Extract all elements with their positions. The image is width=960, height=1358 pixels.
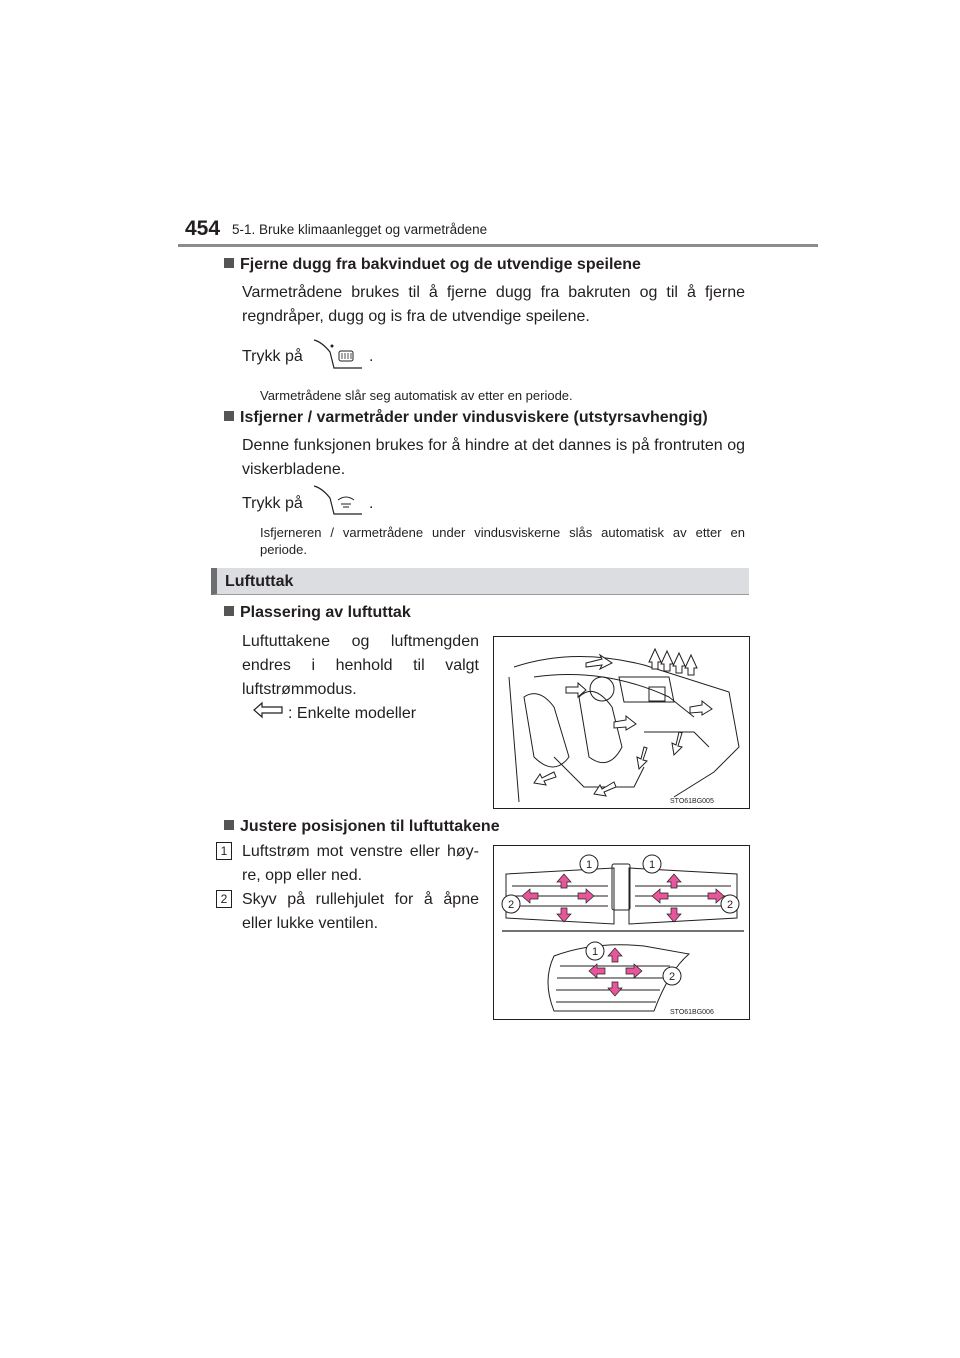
- callout-2a: 2: [507, 899, 515, 911]
- adjust-item-1-number: 1: [216, 842, 232, 860]
- deicer-heading: Isfjerner / varmetråder under vindusviskere (utstyrsavhengig): [224, 409, 708, 427]
- deicer-press-line: Trykk på: [242, 495, 303, 512]
- defog-heading: Fjerne dugg fra bakvinduet og de utvendige speilene: [224, 256, 641, 274]
- defog-note: Varmetrådene slår seg automatisk av etter en periode.: [260, 388, 573, 403]
- placement-heading: Plassering av luftuttak: [224, 604, 411, 622]
- vent-adjust-illustration: [494, 846, 749, 1019]
- section-breadcrumb: 5-1. Bruke klimaanlegget og varmetrådene: [232, 222, 488, 237]
- callout-2c: 2: [668, 971, 676, 983]
- deicer-body: Denne funksjonen brukes for å hindre at det dannes is på frontruten og viskerbladene.: [242, 437, 745, 478]
- rear-defogger-icon: [312, 338, 364, 372]
- square-bullet-icon: [224, 820, 234, 830]
- adjust-item-2-number: 2: [216, 890, 232, 908]
- adjust-item-1-text: Luftstrøm mot venstre eller høy-re, opp eller ned.: [242, 843, 479, 884]
- deicer-note: Isfjerneren / varmetrådene under vindusviskerne slås automatisk av etter en periode.: [260, 525, 745, 557]
- defog-press-line: Trykk på: [242, 348, 303, 365]
- figure-code: STO61BG005: [670, 798, 714, 805]
- placement-body: Luftuttakene og luftmengden endres i henhold til valgt luftstrømmodus.: [242, 633, 479, 698]
- page-number: 454: [185, 217, 221, 240]
- section-title: Luftuttak: [225, 573, 294, 590]
- hollow-arrow-icon: [252, 700, 284, 720]
- defog-press-suffix: .: [369, 348, 374, 365]
- header-rule: [178, 244, 818, 247]
- vent-location-figure: [493, 636, 750, 809]
- adjust-item-2-text: Skyv på rullehjulet for å åpne eller lukke ventilen.: [242, 891, 479, 932]
- square-bullet-icon: [224, 411, 234, 421]
- callout-1a: 1: [585, 859, 593, 871]
- callout-1b: 1: [648, 859, 656, 871]
- section-band-luftuttak: [211, 568, 749, 595]
- adjust-heading: Justere posisjonen til luftuttakene: [224, 818, 500, 836]
- callout-2b: 2: [726, 899, 734, 911]
- vent-adjust-figure: [493, 845, 750, 1020]
- defog-body: Varmetrådene brukes til å fjerne dugg fra bakruten og til å fjerne regndråper, dugg og is fra de utvendige speilene.: [242, 284, 745, 325]
- callout-1c: 1: [591, 946, 599, 958]
- car-interior-illustration: [494, 637, 749, 808]
- figure-code: STO61BG006: [670, 1009, 714, 1016]
- wiper-deicer-icon: [312, 484, 364, 518]
- legend-text: : Enkelte modeller: [288, 705, 417, 722]
- deicer-press-suffix: .: [369, 495, 374, 512]
- square-bullet-icon: [224, 258, 234, 268]
- square-bullet-icon: [224, 606, 234, 616]
